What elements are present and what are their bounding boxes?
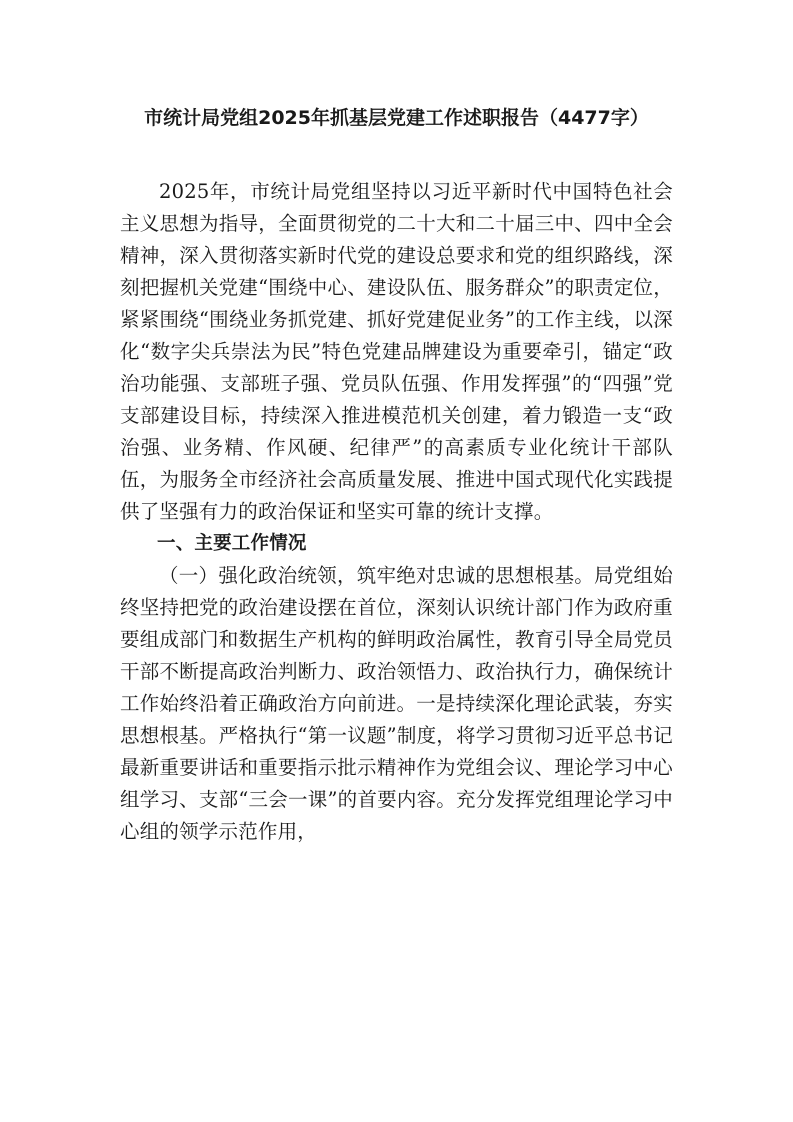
intro-paragraph: 2025年，市统计局党组坚持以习近平新时代中国特色社会主义思想为指导，全面贯彻党的二十大和二十届三中、四中全会精神，深入贯彻落实新时代党的建设总要求和党的组织路线，深刻把握机关党建“围绕中心、建设队伍、服务群众”的职责定位，紧紧围绕“围绕业务抓党建、抓好党建促业务”的工作主线，以深化“数字尖兵崇法为民”特色党建品牌建设为重要牵引，锚定“政治功能强、支部班子强、党员队伍强、作用发挥强”的“四强”党支部建设目标，持续深入推进模范机关创建，着力锻造一支“政治强、业务精、作风硬、纪律严”的高素质专业化统计干部队伍，为服务全市经济社会高质量发展、推进中国式现代化实践提供了坚强有力的政治保证和坚实可靠的统计支撑。 xyxy=(120,180,673,523)
document-body xyxy=(120,176,673,848)
document-title: 市统计局党组2025年抓基层党建工作述职报告（4477字） xyxy=(144,107,649,129)
section-paragraph: （一）强化政治统领，筑牢绝对忠诚的思想根基。局党组始终坚持把党的政治建设摆在首位，深刻认识统计部门作为政府重要组成部门和数据生产机构的鲜明政治属性，教育引导全局党员干部不断提高政治判断力、政治领悟力、政治执行力，确保统计工作始终沿着正确政治方向前进。一是持续深化理论武装，夯实思想根基。严格执行“第一议题”制度，将学习贯彻习近平总书记最新重要讲话和重要指示批示精神作为党组会议、理论学习中心组学习、支部“三会一课”的首要内容。充分发挥党组理论学习中心组的领学示范作用， xyxy=(120,564,673,843)
section-heading: 一、主要工作情况 xyxy=(157,533,307,554)
